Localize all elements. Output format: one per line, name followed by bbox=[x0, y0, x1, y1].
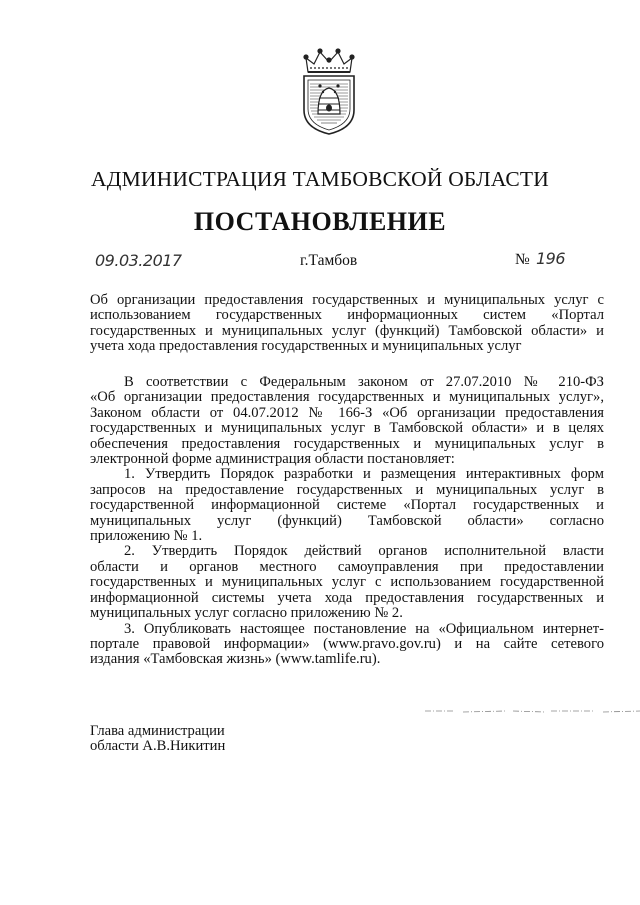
body-line: 2. Утвердить Порядок действий органов исполнительной власти bbox=[124, 543, 604, 560]
body-line: муниципальных услуг (функций) Тамбовской области» согласно bbox=[90, 512, 604, 529]
document-body bbox=[90, 375, 604, 668]
signature-title: Глава администрации bbox=[90, 723, 225, 739]
body-line: государственной информационной системе «Портал государственных и bbox=[90, 497, 604, 514]
body-line: портале правовой информации» (www.pravo.gov.ru) и на сайте сетевого bbox=[90, 635, 604, 652]
body-line: электронной форме администрация области постановляет: bbox=[90, 451, 455, 468]
body-line: информационной системы учета хода предоставления государственных и bbox=[90, 589, 604, 606]
subject-line: государственных и муниципальных услуг (функций) Тамбовской области» и bbox=[90, 322, 604, 339]
document-type-title: ПОСТАНОВЛЕНИЕ bbox=[193, 207, 447, 236]
document-subject bbox=[90, 293, 604, 355]
signature-block bbox=[90, 724, 225, 755]
body-line: муниципальных услуг согласно приложению № 2. bbox=[90, 605, 403, 622]
body-line: В соответствии с Федеральным законом от 27.07.2010 № 210-ФЗ bbox=[124, 374, 604, 390]
body-line: государственных и муниципальных услуг с использованием государственной bbox=[90, 574, 604, 591]
body-line: 3. Опубликовать настоящее постановление на «Официальном интернет- bbox=[124, 620, 604, 637]
handwritten-document-number: 196 bbox=[536, 249, 566, 268]
scan-mark-line bbox=[425, 708, 640, 714]
number-label: № bbox=[515, 251, 530, 268]
body-line: приложению № 1. bbox=[90, 528, 203, 545]
body-line: государственных и муниципальных услуг в Тамбовской области» и в целях bbox=[90, 420, 604, 437]
body-line: обеспечения предоставления государственных и муниципальных услуг в bbox=[90, 435, 604, 452]
body-line: «Об организации предоставления государственных и муниципальных услуг», bbox=[90, 389, 604, 406]
subject-line: Об организации предоставления государственных и муниципальных услуг с bbox=[90, 292, 604, 308]
signature-name: области А.В.Никитин bbox=[90, 738, 226, 755]
paragraph-item-1 bbox=[90, 467, 604, 544]
paragraph-preamble bbox=[90, 375, 604, 467]
body-line: издания «Тамбовская жизнь» (www.tamlife.ru). bbox=[90, 651, 381, 668]
agency-name: АДМИНИСТРАЦИЯ ТАМБОВСКОЙ ОБЛАСТИ bbox=[91, 167, 549, 191]
paragraph-item-3 bbox=[90, 622, 604, 668]
body-line: 1. Утвердить Порядок разработки и размещения интерактивных форм bbox=[124, 466, 604, 483]
body-line: запросов на предоставление государственных и муниципальных услуг в bbox=[90, 481, 604, 498]
coat-of-arms-emblem bbox=[296, 48, 362, 136]
body-line: области и органов местного самоуправления при предоставлении bbox=[90, 558, 604, 575]
handwritten-date: 09.03.2017 bbox=[95, 251, 182, 270]
paragraph-item-2 bbox=[90, 544, 604, 621]
body-line: Законом области от 04.07.2012 № 166-З «Об организации предоставления bbox=[90, 404, 604, 421]
city-label: г.Тамбов bbox=[300, 252, 358, 269]
subject-line: использованием государственных информационных систем «Портал bbox=[90, 307, 604, 324]
subject-line: учета хода предоставления государственных и муниципальных услуг bbox=[90, 338, 522, 355]
